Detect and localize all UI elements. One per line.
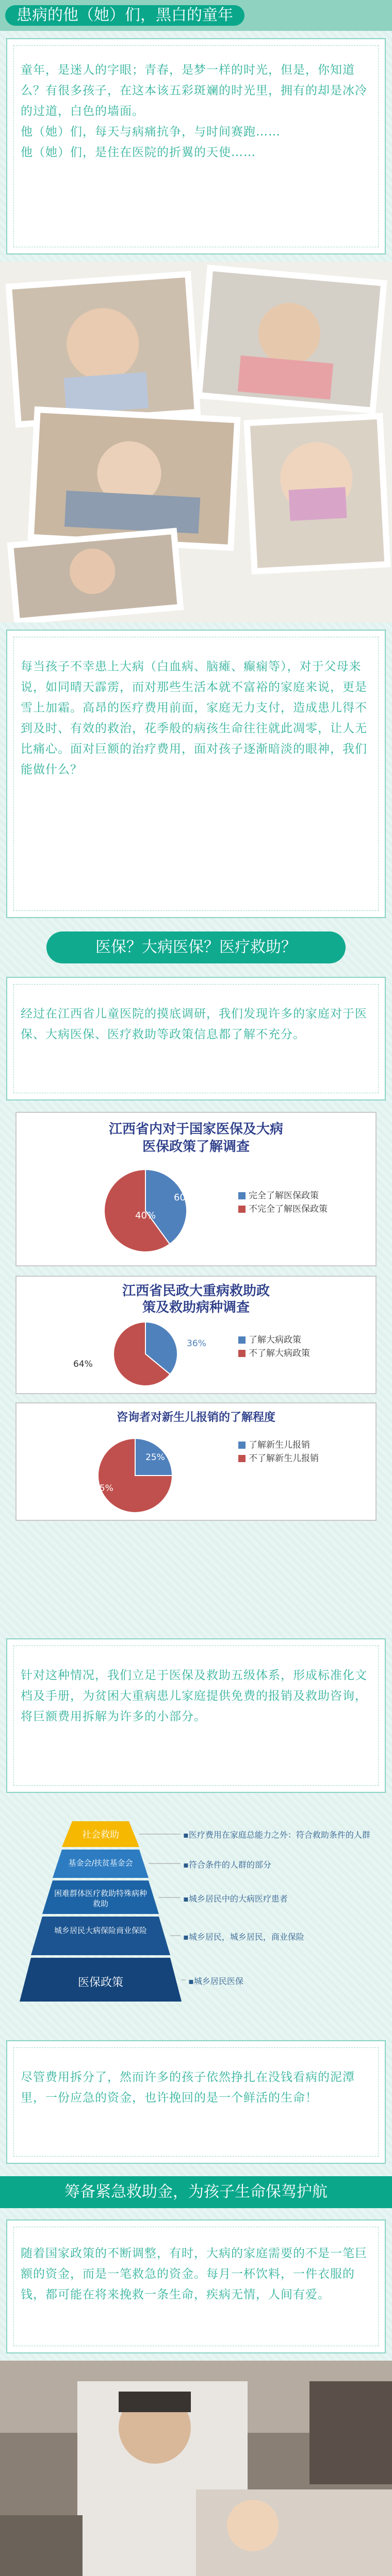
- pie-2-label-b: 64%: [73, 1359, 93, 1369]
- survey-text: [21, 1004, 371, 1045]
- legend-label: 完全了解医保政策: [249, 1191, 319, 1201]
- chart-title-line2: 医保政策了解调查: [142, 1139, 250, 1155]
- collage-svg: [0, 262, 392, 622]
- chart-1-legend: [238, 1190, 328, 1217]
- pie-3-slices: [98, 1438, 172, 1513]
- pie-1-label-a: 40%: [135, 1210, 156, 1221]
- pyramid-level-medical-aid: 困难群体医疗救助特殊病种救助: [54, 1889, 147, 1908]
- intro-card: [6, 38, 386, 255]
- legend-item: [238, 1204, 328, 1215]
- chart-3-legend: [238, 1439, 319, 1466]
- legend-label: 不了解新生儿报销: [249, 1453, 319, 1464]
- intro-paragraph-2: 他（她）们，每天与病痛抗争，与时间赛跑……: [21, 125, 281, 139]
- pie-2-slices: [113, 1322, 177, 1386]
- legend-swatch: [238, 1350, 246, 1357]
- chart-title: 江西省内对于国家医保及大病: [108, 1122, 283, 1137]
- pyramid-level-medical-insurance: 医保政策: [77, 1976, 123, 1989]
- pyramid-note-3: ▪城乡居民中的大病医疗患者: [183, 1894, 288, 1904]
- pie-chart-3: [17, 1403, 378, 1522]
- pie-2-label-a: 36%: [187, 1338, 206, 1349]
- chart-card-civil-affairs: [15, 1276, 377, 1394]
- legend-item: [238, 1453, 319, 1464]
- intro-paragraph-3: 他（她）们，是住在医院的折翼的天使……: [21, 146, 256, 159]
- pyramid-level-serious-illness: 城乡居民大病保险商业保险: [54, 1926, 147, 1935]
- header-bar: [0, 0, 392, 31]
- doctor-photo-svg: [0, 2361, 392, 2576]
- chart-card-newborn: [15, 1402, 377, 1521]
- pie-3-label-a: 25%: [145, 1452, 165, 1463]
- response-paragraph: 针对这种情况，我们立足于医保及救助五级体系，形成标准化文档及手册，为贫困大重病患儿家庭提供免费的报销及救助咨询，将巨额费用拆解为许多的小部分。: [21, 1669, 367, 1723]
- pyramid-level-foundation: 基金会/扶贫基金会: [68, 1858, 133, 1868]
- pyramid-note-2: ▪符合条件的人群的部分: [183, 1860, 271, 1870]
- chart-title: 江西省民政大重病救助政: [122, 1283, 270, 1299]
- gap-paragraph: 尽管费用拆分了，然而许多的孩子依然挣扎在没钱看病的泥潭里，一份应急的资金，也许挽回的是一个鲜活的生命！: [21, 2071, 355, 2105]
- pie-1-label-b: 60%: [174, 1192, 195, 1203]
- pyramid-note-5: ▪城乡居民医保: [188, 1976, 243, 1986]
- legend-swatch: [238, 1442, 246, 1449]
- survey-paragraph: 经过在江西省儿童医院的摸底调研，我们发现许多的家庭对于医保、大病医保、医疗救助等政策信息都了解不充分。: [21, 1007, 367, 1041]
- chart-card-insurance: [15, 1112, 377, 1266]
- legend-swatch: [238, 1455, 246, 1462]
- fund-paragraph: 随着国家政策的不断调整，有时，大病的家庭需要的不是一笔巨额的资金，而是一笔救急的资金。每月一杯饮料，一件衣服的钱，都可能在将来挽救一条生命，疾病无情，人间有爱。: [21, 2247, 367, 2301]
- legend-label: 不完全了解医保政策: [249, 1204, 328, 1214]
- pyramid-level-social-aid: 社会救助: [82, 1829, 119, 1840]
- problem-text: [21, 656, 371, 780]
- header-title: 患病的他（她）们，黑白的童年: [5, 5, 244, 26]
- fund-text: [21, 2243, 371, 2305]
- legend-item: [238, 1190, 328, 1201]
- section-heading-emergency-fund: 筹备紧急救助金，为孩子生命保驾护航: [0, 2176, 392, 2208]
- doctor-with-baby-photo: [0, 2361, 392, 2576]
- legend-item: [238, 1334, 310, 1346]
- intro-text: [21, 60, 371, 163]
- response-text: [21, 1665, 371, 1727]
- policy-pyramid: [10, 1806, 382, 2032]
- legend-item: [238, 1348, 310, 1359]
- chart-title: 咨询者对新生儿报销的了解程度: [116, 1411, 275, 1424]
- pie-chart-2: [17, 1277, 378, 1395]
- legend-swatch: [238, 1206, 246, 1213]
- response-card: [6, 1638, 386, 1793]
- legend-item: [238, 1439, 319, 1451]
- legend-swatch: [238, 1192, 246, 1199]
- problem-card: [6, 630, 386, 918]
- children-photo-collage: [0, 262, 392, 622]
- chart-2-legend: [238, 1334, 310, 1361]
- intro-paragraph-1: 童年，是迷人的字眼；青春，是梦一样的时光，但是，你知道么？有很多孩子，在这本该五彩斑斓的时光里，拥有的却是冰冷的过道，白色的墙面。: [21, 63, 367, 118]
- pyramid-note-4: ▪城乡居民，城乡居民，商业保险: [183, 1932, 304, 1942]
- pyramid-note-1: ▪医疗费用在家庭总能力之外：符合救助条件的人群: [183, 1830, 370, 1840]
- legend-label: 了解大病政策: [249, 1335, 301, 1345]
- legend-label: 了解新生儿报销: [249, 1440, 310, 1450]
- fund-card: [6, 2219, 386, 2353]
- gap-card: [6, 2040, 386, 2164]
- section-heading-insurance: 医保？大病医保？医疗救助？: [46, 931, 346, 963]
- problem-paragraph: 每当孩子不幸患上大病（白血病、脑瘫、癫痫等），对于父母来说，如同晴天霹雳，而对那些生活本就不富裕的家庭来说，更是雪上加霜。高昂的医疗费用前面，家庭无力支付，造成患儿得不到及时、有效的救治，花季般的病孩生命往往就此凋零，让人无比痛心。面对巨额的治疗费用，面对孩子逐渐暗淡的眼神，我们能做什么？: [21, 660, 367, 776]
- chart-title-line2: 策及救助病种调查: [142, 1300, 250, 1315]
- legend-label: 不了解大病政策: [249, 1348, 310, 1359]
- gap-text: [21, 2067, 371, 2108]
- legend-swatch: [238, 1336, 246, 1344]
- survey-card: [6, 977, 386, 1100]
- pie-3-label-b: 75%: [94, 1483, 113, 1494]
